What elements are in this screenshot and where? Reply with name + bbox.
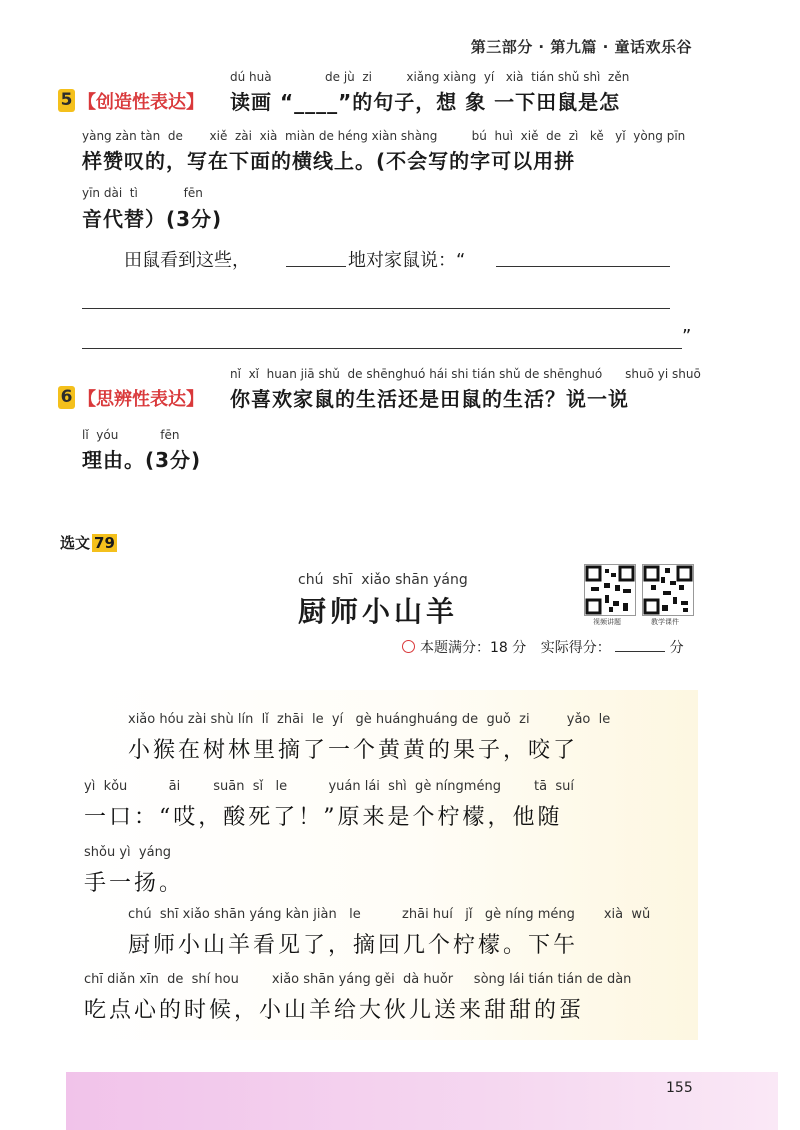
question-6-number: 6 bbox=[58, 386, 75, 409]
video-qr-label: 视频讲题 bbox=[593, 618, 621, 626]
story-pinyin-3: shǒu yì yáng bbox=[84, 845, 172, 860]
answer-middle: 地对家鼠说：“ bbox=[348, 250, 466, 271]
q5-text-line-2: 样赞叹的，写在下面的横线上。(不会写的字可以用拼 bbox=[82, 149, 576, 173]
full-score: 本题满分：18 分 bbox=[420, 640, 527, 656]
score-line bbox=[420, 637, 684, 657]
q6-text-line-2: 理由。(3分) bbox=[82, 448, 202, 472]
answer-line-2[interactable] bbox=[82, 308, 670, 309]
answer-prefix: 田鼠看到这些， bbox=[124, 250, 250, 271]
story-pinyin-5: chī diǎn xīn de shí hou xiǎo shān yáng gěi dà huǒr sòng lái tián tián de dàn bbox=[84, 972, 632, 987]
actual-score-label: 实际得分： bbox=[540, 640, 611, 656]
q5-pinyin-line-3: yīn dài tì fēn bbox=[82, 186, 203, 200]
question-5-tag: 【创造性表达】 bbox=[78, 92, 204, 113]
courseware-qr-code[interactable] bbox=[642, 564, 694, 616]
story-line-2: 一口：“哎，酸死了！”原来是个柠檬，他随 bbox=[84, 805, 563, 830]
q5-text-line-1: 读画 “____”的句子，想 象 一下田鼠是怎 bbox=[230, 90, 621, 114]
question-5-number: 5 bbox=[58, 89, 75, 112]
selection-number: 79 bbox=[94, 534, 115, 552]
video-qr-code[interactable] bbox=[584, 564, 636, 616]
story-pinyin-1: xiǎo hóu zài shù lín lǐ zhāi le yí gè huánghuáng de guǒ zi yǎo le bbox=[128, 712, 611, 727]
q6-pinyin-line-2: lǐ yóu fēn bbox=[82, 428, 180, 442]
adverb-blank[interactable] bbox=[286, 266, 346, 267]
closing-quote: ” bbox=[682, 326, 692, 347]
section-header: 第三部分 · 第九篇 · 童话欢乐谷 bbox=[470, 38, 692, 56]
story-line-3: 手一扬。 bbox=[84, 871, 185, 896]
actual-score-blank[interactable] bbox=[615, 639, 665, 652]
q6-text-line-1: 你喜欢家鼠的生活还是田鼠的生活？说一说 bbox=[230, 387, 629, 411]
answer-line-3[interactable] bbox=[82, 348, 682, 349]
page-number: 155 bbox=[666, 1080, 693, 1096]
courseware-qr-label: 教学课件 bbox=[651, 618, 679, 626]
story-pinyin-4: chú shī xiǎo shān yáng kàn jiàn le zhāi huí jǐ gè níng méng xià wǔ bbox=[128, 907, 651, 922]
story-title: 厨师小山羊 bbox=[298, 595, 459, 628]
score-unit: 分 bbox=[669, 640, 684, 656]
story-pinyin-2: yì kǒu āi suān sǐ le yuán lái shì gè níngméng tā suí bbox=[84, 779, 574, 794]
selection-label-text: 选文 bbox=[60, 534, 91, 552]
q6-pinyin-line-1: nǐ xǐ huan jiā shǔ de shēnghuó hái shi tián shǔ de shēnghuó shuō yi shuō bbox=[230, 367, 701, 381]
q5-text-line-3: 音代替）(3分) bbox=[82, 207, 223, 231]
story-line-5: 吃点心的时候，小山羊给大伙儿送来甜甜的蛋 bbox=[84, 998, 585, 1023]
clock-icon bbox=[402, 640, 415, 653]
q5-pinyin-line-1: dú huà de jù zi xiǎng xiàng yí xià tián shǔ shì zěn bbox=[230, 70, 630, 84]
q5-pinyin-line-2: yàng zàn tàn de xiě zài xià miàn de héng xiàn shàng bú huì xiě de zì kě yǐ yòng pīn bbox=[82, 129, 686, 143]
selection-label bbox=[60, 532, 117, 553]
story-line-4: 厨师小山羊看见了，摘回几个柠檬。下午 bbox=[128, 933, 579, 958]
question-6-tag: 【思辨性表达】 bbox=[78, 389, 204, 410]
answer-line-1[interactable] bbox=[496, 266, 670, 267]
title-pinyin: chú shī xiǎo shān yáng bbox=[298, 572, 468, 588]
story-line-1: 小猴在树林里摘了一个黄黄的果子，咬了 bbox=[128, 738, 579, 763]
